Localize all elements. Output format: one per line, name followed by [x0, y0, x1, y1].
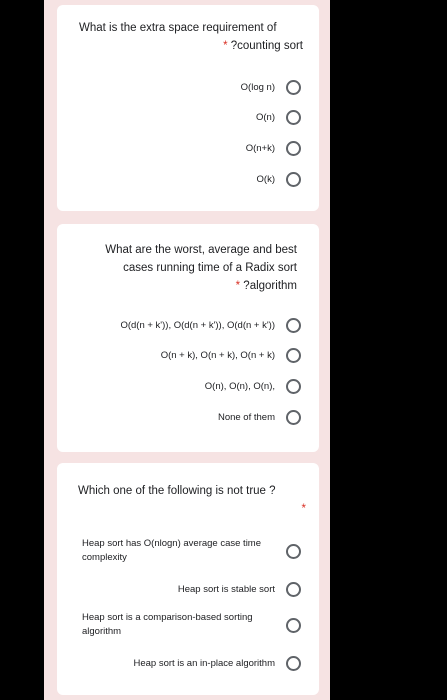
- radio-icon[interactable]: [286, 172, 301, 187]
- option-d-n-plus-k[interactable]: [120, 318, 301, 333]
- radio-icon[interactable]: [286, 348, 301, 363]
- option-label: O(n), O(n), O(n),: [204, 381, 275, 392]
- radio-icon[interactable]: [286, 656, 301, 671]
- option-n-plus-k[interactable]: [161, 348, 301, 363]
- radio-icon[interactable]: [286, 141, 301, 156]
- radio-icon[interactable]: [286, 110, 301, 125]
- option-heap-average-case[interactable]: [82, 537, 301, 565]
- required-asterisk: *: [223, 40, 228, 52]
- form-page: [44, 0, 330, 700]
- question-card-radix-sort: [57, 224, 319, 452]
- radio-icon[interactable]: [286, 80, 301, 95]
- option-label: Heap sort has O(nlogn) average case time complexity: [82, 538, 262, 563]
- option-label: O(d(n + k')), O(d(n + k')), O(d(n + k')): [120, 320, 275, 331]
- question-line-3: * ?algorithm: [235, 280, 297, 292]
- question-line-2: cases running time of a Radix sort: [123, 262, 297, 274]
- option-label: None of them: [217, 412, 275, 423]
- option-none[interactable]: [218, 410, 301, 425]
- question-line-1: What is the extra space requirement of: [79, 22, 277, 34]
- option-label: Heap sort is a comparison-based sorting algorithm: [82, 612, 253, 637]
- option-label: O(log n): [240, 82, 275, 93]
- option-label: O(k): [256, 174, 275, 185]
- option-heap-comparison-based[interactable]: [82, 611, 301, 639]
- question-card-heap-sort: [57, 463, 319, 695]
- radio-icon[interactable]: [286, 410, 301, 425]
- option-label: O(n+k): [245, 143, 275, 154]
- required-line: [78, 500, 306, 518]
- radio-icon[interactable]: [286, 379, 301, 394]
- option-log-n[interactable]: [241, 80, 301, 95]
- option-heap-in-place[interactable]: [133, 656, 301, 671]
- radio-icon[interactable]: [286, 544, 301, 559]
- question-text: [79, 241, 297, 295]
- option-label: O(n + k), O(n + k), O(n + k): [160, 350, 275, 361]
- option-n[interactable]: [205, 379, 301, 394]
- required-asterisk: *: [301, 503, 306, 515]
- option-n-plus-k[interactable]: [246, 141, 301, 156]
- question-line-2: * ?counting sort: [223, 40, 303, 52]
- option-k[interactable]: [257, 172, 301, 187]
- option-label: Heap sort is stable sort: [177, 584, 275, 595]
- radio-icon[interactable]: [286, 318, 301, 333]
- option-label: O(n): [256, 112, 275, 123]
- question-text: [79, 19, 303, 55]
- option-heap-stable[interactable]: [178, 582, 301, 597]
- radio-icon[interactable]: [286, 582, 301, 597]
- option-n[interactable]: [256, 110, 301, 125]
- option-label: Heap sort is an in-place algorithm: [133, 658, 275, 669]
- question-line-1: Which one of the following is not true ?: [78, 485, 276, 497]
- question-card-counting-sort: [57, 5, 319, 211]
- radio-icon[interactable]: [286, 618, 301, 633]
- question-line-1: What are the worst, average and best: [105, 244, 297, 256]
- required-asterisk: *: [235, 280, 241, 292]
- question-text: [78, 482, 306, 518]
